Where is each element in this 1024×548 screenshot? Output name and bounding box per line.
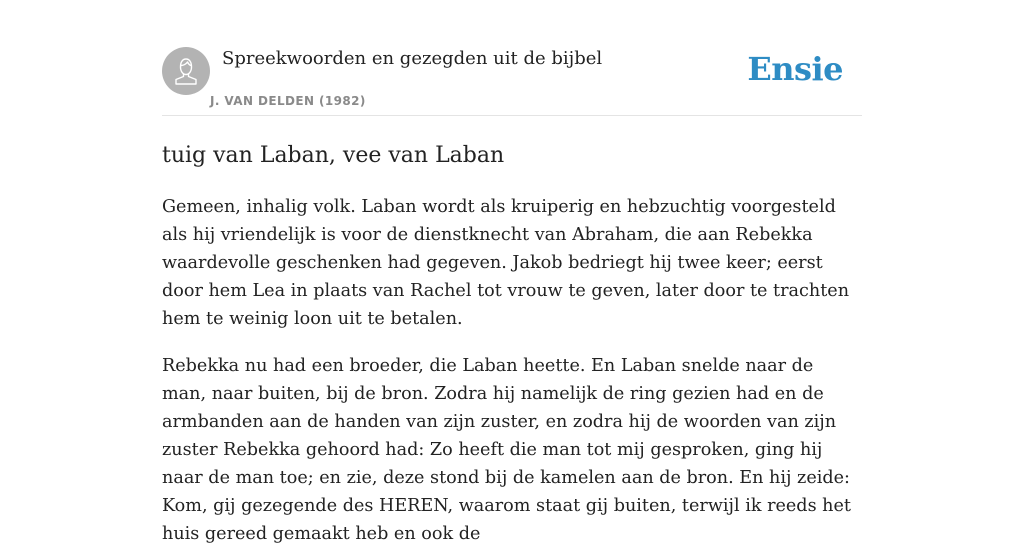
entry-title: tuig van Laban, vee van Laban — [162, 143, 505, 168]
user-icon — [162, 47, 210, 95]
entry-paragraph: Gemeen, inhalig volk. Laban wordt als kruiperig en hebzuchtig voorgesteld als hij vriendelijk is voor de dienstknecht van Abraham, die aan Rebekka waardevolle geschenken had gegeven. Jakob bedriegt hij twee keer; eerst door hem Lea in plaats van Rachel tot vrouw te geven, later door te trachten hem te weinig loon uit te betalen. — [162, 197, 850, 329]
article — [162, 0, 862, 548]
brand-logo[interactable]: Ensie — [747, 50, 843, 88]
article-header — [162, 47, 862, 116]
entry-paragraph: Rebekka nu had een broeder, die Laban heette. En Laban snelde naar de man, naar buiten, bij de bron. Zodra hij namelijk de ring gezien had en de armbanden aan de handen van zijn zuster, en zodra hij de woorden van zijn zuster Rebekka gehoord had: Zo heeft die man tot mij gesproken, ging hij naar de man toe; en zie, deze stond bij de kamelen aan de bron. En hij zeide: Kom, gij gezegende des HEREN, waarom staat gij buiten, terwijl ik reeds het huis gereed gemaakt heb en ook de — [162, 356, 851, 544]
book-title[interactable]: Spreekwoorden en gezegden uit de bijbel — [222, 48, 603, 69]
avatar — [162, 47, 210, 95]
author-byline: J. VAN DELDEN (1982) — [210, 94, 366, 108]
